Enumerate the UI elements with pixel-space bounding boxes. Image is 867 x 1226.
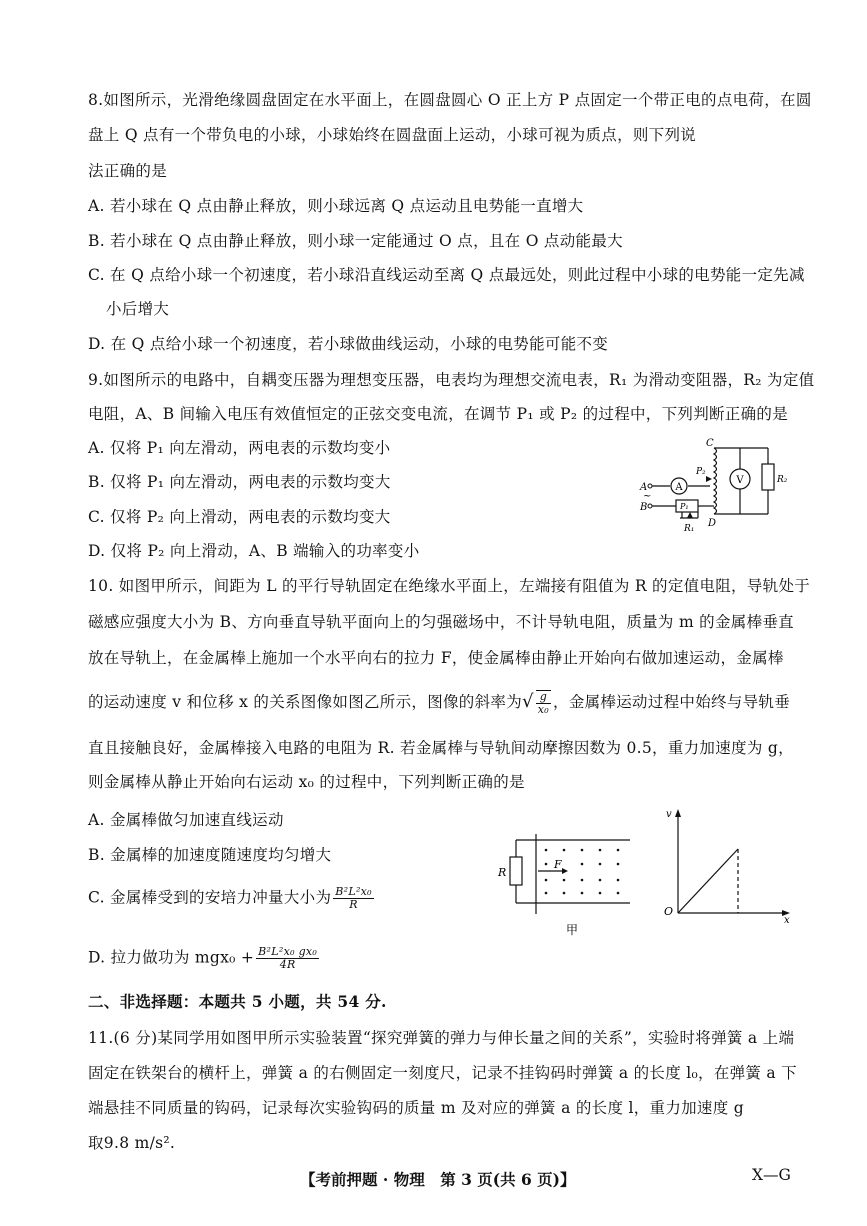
- q10-stem-line4-post: ，金属棒运动过程中始终与导轨垂: [553, 693, 791, 711]
- axis-label-v: v: [666, 809, 672, 820]
- q10-stem-line1: 10. 如图甲所示，间距为 L 的平行导轨固定在绝缘水平面上，左端接有阻值为 R 的定值电阻，导轨处于: [88, 577, 811, 595]
- q8-option-a: A. 若小球在 Q 点由静止释放，则小球远离 Q 点运动且电势能一直增大: [88, 197, 584, 215]
- label-r1: R₁: [684, 524, 695, 534]
- q10-figure-jia: [480, 830, 640, 940]
- label-d: D: [708, 518, 717, 529]
- q10-option-c-numerator: B²L²x₀: [335, 885, 372, 898]
- q9-stem-line2: 电阻，A、B 间输入电压有效值恒定的正弦交变电流，在调节 P₁ 或 P₂ 的过程中，下列判断正确的是: [88, 405, 789, 423]
- q11-line3: 端悬挂不同质量的钩码，记录每次实验钩码的质量 m 及对应的弹簧 a 的长度 l，重力加速度 g: [88, 1099, 744, 1117]
- page-footer: 【考前押题 · 物理 第 3 页(共 6 页)】: [300, 1170, 576, 1189]
- q8-stem-line1: 8.如图所示，光滑绝缘圆盘固定在水平面上，在圆盘圆心 O 正上方 P 点固定一个带正电的点电荷，在圆: [88, 91, 812, 109]
- q11-line2: 固定在铁架台的横杆上，弹簧 a 的右侧固定一刻度尺，记录不挂钩码时弹簧 a 的长度 l₀，在弹簧 a 下: [88, 1064, 797, 1082]
- label-b: B: [640, 502, 648, 513]
- q11-line1: 11.(6 分)某同学用如图甲所示实验装置“探究弹簧的弹力与伸长量之间的关系”，实验时将弹簧 a 上端: [88, 1029, 795, 1047]
- force-arrow-icon: [562, 868, 568, 874]
- q10-option-c: [88, 886, 376, 911]
- q10-option-a: A. 金属棒做匀加速直线运动: [88, 811, 284, 829]
- label-r2: R₂: [777, 475, 788, 485]
- q8-option-c-line1: C. 在 Q 点给小球一个初速度，若小球沿直线运动至离 Q 点最远处，则此过程中小球的电势能一定先减: [88, 266, 805, 284]
- ammeter-label: A: [675, 482, 683, 493]
- q10-option-c-denominator: R: [349, 898, 358, 911]
- q10-figure-yi-graph: [660, 805, 790, 925]
- exam-code: X—G: [752, 1166, 791, 1184]
- slider-p2-arrow-icon: [706, 476, 712, 482]
- v-axis-arrow-icon: [675, 809, 681, 817]
- q10-stem-line2: 磁感应强度大小为 B、方向垂直导轨平面向上的匀强磁场中，不计导轨电阻，质量为 m 的金属棒垂直: [88, 613, 794, 631]
- q8-stem-line3: 法正确的是: [88, 162, 168, 180]
- slope-numerator: g: [536, 691, 551, 704]
- label-p1: P₁: [680, 502, 689, 511]
- q10-stem-line3: 放在导轨上，在金属棒上施加一个水平向右的拉力 F，使金属棒由静止开始向右做加速运动，金属棒: [88, 649, 784, 667]
- q8-option-b: B. 若小球在 Q 点由静止释放，则小球一定能通过 O 点，且在 O 点动能最大: [88, 232, 623, 250]
- label-r: R: [498, 866, 507, 879]
- q8-option-d: D. 在 Q 点给小球一个初速度，若小球做曲线运动，小球的电势能可能不变: [88, 335, 609, 353]
- q10-stem-line4-pre: 的运动速度 v 和位移 x 的关系图像如图乙所示，图像的斜率为: [88, 693, 523, 711]
- q10-stem-line5: 直且接触良好，金属棒接入电路的电阻为 R. 若金属棒与导轨间动摩擦因数为 0.5，重力加速度为 g，: [88, 739, 794, 757]
- q9-circuit-diagram: [640, 436, 800, 536]
- q9-option-a: A. 仅将 P₁ 向左滑动，两电表的示数均变小: [88, 439, 391, 457]
- section-2-title: 二、非选择题：本题共 5 小题，共 54 分.: [88, 992, 387, 1011]
- figure-jia-caption: 甲: [566, 923, 579, 937]
- label-a: A: [640, 482, 648, 493]
- voltmeter-label: V: [736, 475, 744, 486]
- q9-stem-line1: 9.如图所示的电路中，自耦变压器为理想变压器，电表均为理想交流电表，R₁ 为滑动变阻器，R₂ 为定值: [88, 371, 815, 389]
- axis-label-x: x: [784, 915, 790, 926]
- label-p2: P₂: [696, 467, 706, 477]
- slope-sqrt: √ $\frac{g}{\text{x₀}}$: [522, 690, 550, 716]
- origin-label-o: O: [664, 905, 674, 918]
- slider-p1-arrow-icon: [687, 512, 693, 518]
- q10-stem-line6: 则金属棒从静止开始向右运动 x₀ 的过程中，下列判断正确的是: [88, 773, 525, 791]
- q10-option-d: [88, 946, 321, 971]
- ac-symbol: ~: [643, 491, 652, 502]
- q10-option-d-denominator: 4R: [279, 958, 296, 971]
- q10-stem-line4: [88, 690, 790, 716]
- q10-option-d-pre: D. 拉力做功为 mgx₀ +: [88, 948, 255, 967]
- q9-option-c: C. 仅将 P₂ 向上滑动，两电表的示数均变大: [88, 508, 391, 526]
- q11-line4: 取9.8 m/s².: [88, 1134, 176, 1152]
- q10-option-c-pre: C. 金属棒受到的安培力冲量大小为: [88, 888, 332, 907]
- q10-option-d-numerator: B²L²x₀ gx₀: [258, 945, 318, 958]
- label-c: C: [706, 438, 714, 449]
- q9-option-b: B. 仅将 P₁ 向左滑动，两电表的示数均变大: [88, 473, 391, 491]
- q10-option-b: B. 金属棒的加速度随速度均匀增大: [88, 846, 332, 864]
- slope-denominator: x₀: [537, 703, 550, 716]
- q8-option-c-line2: 小后增大: [106, 300, 170, 318]
- q8-stem-line2: 盘上 Q 点有一个带负电的小球，小球始终在圆盘面上运动，小球可视为质点，则下列说: [88, 126, 697, 144]
- q9-option-d: D. 仅将 P₂ 向上滑动，A、B 端输入的功率变小: [88, 542, 420, 560]
- label-f: F: [554, 858, 562, 871]
